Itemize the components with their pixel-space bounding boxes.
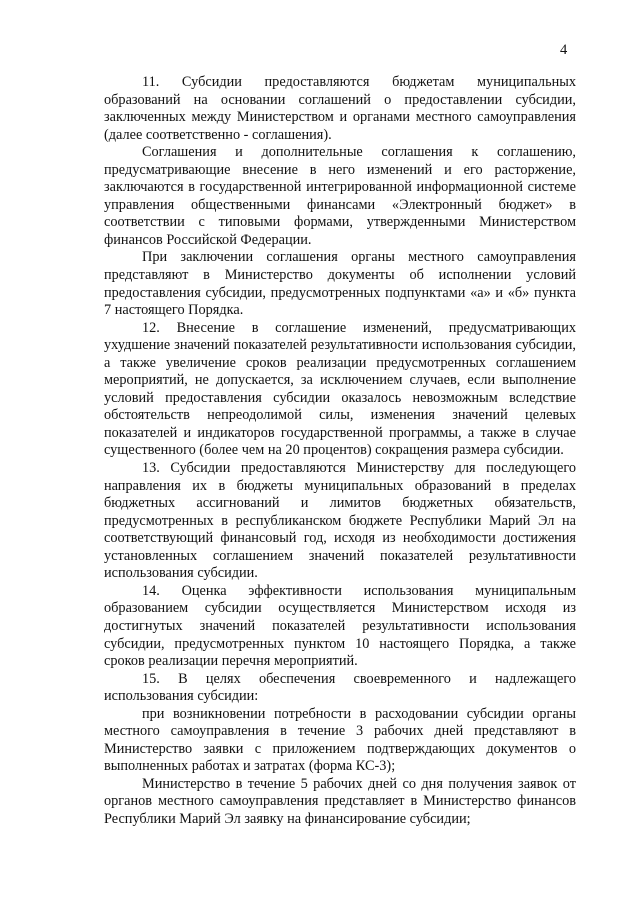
- paragraph-15: 15. В целях обеспечения своевременного и надлежащего использования субсидии:: [104, 670, 576, 705]
- paragraph-12: 12. Внесение в соглашение изменений, предусматривающих ухудшение значений показателей результативности использования субсидии, а также увеличение сроков реализации предусмотренных соглашением мероприятий, не допускается, за исключением случаев, если выполнение условий предоставления субсидии оказалось невозможным вследствие обстоятельств непреодолимой силы, изменения значений целевых показателей и индикаторов государственной программы, а также в случае существенного (более чем на 20 процентов) сокращения размера субсидии.: [104, 319, 576, 459]
- paragraph-agreements: Соглашения и дополнительные соглашения к соглашению, предусматривающие внесение в него изменений и его расторжение, заключаются в государственной интегрированной информационной системе управления общественными финансами «Электронный бюджет» в соответствии с типовыми формами, утвержденными Министерством финансов Российской Федерации.: [104, 144, 576, 248]
- page-number: 4: [560, 42, 568, 58]
- paragraph-documents: При заключении соглашения органы местного самоуправления представляют в Министерство документы об исполнении условий предоставления субсидии, предусмотренных подпунктами «а» и «б» пункта 7 настоящего Порядка.: [104, 249, 576, 319]
- paragraph-15-requests: при возникновении потребности в расходовании субсидии органы местного самоуправления в течение 3 рабочих дней представляют в Министерство заявки с приложением подтверждающих документов о выполненных работах и затратах (форма КС-3);: [104, 705, 576, 775]
- paragraph-11: 11. Субсидии предоставляются бюджетам муниципальных образований на основании соглашений о предоставлении субсидии, заключенных между Министерством и органами местного самоуправления (далее соответственно - соглашения).: [104, 74, 576, 143]
- paragraph-15-ministry: Министерство в течение 5 рабочих дней со дня получения заявок от органов местного самоуправления представляет в Министерство финансов Республики Марий Эл заявку на финансирование субсидии;: [104, 775, 576, 827]
- paragraph-14: 14. Оценка эффективности использования муниципальным образованием субсидии осуществляется Министерством исходя из достигнутых значений показателей результативности использования субсидии, предусмотренных пунктом 10 настоящего Порядка, а также сроков реализации перечня мероприятий.: [104, 582, 576, 670]
- paragraph-13: 13. Субсидии предоставляются Министерству для последующего направления их в бюджеты муниципальных образований в пределах бюджетных ассигнований и лимитов бюджетных обязательств, предусмотренных в республиканском бюджете Республики Марий Эл на соответствующий финансовый год, исходя из необходимости достижения установленных соглашением значений показателей результативности использования субсидии.: [104, 460, 576, 582]
- document-body: [104, 74, 576, 829]
